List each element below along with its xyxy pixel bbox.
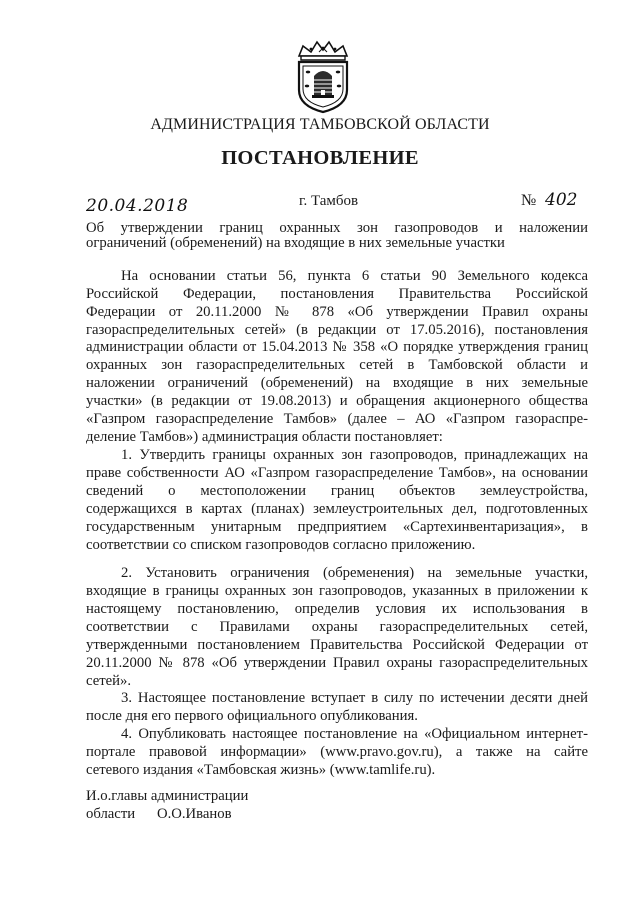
body-line: охранных зон газораспределительных сетей в Тамбовской области и [86, 357, 588, 373]
body-line: утвержденными постановлением Правительства Российской Федерации от [86, 637, 588, 653]
body-line: деление Тамбов») администрация области постановляет: [86, 429, 443, 445]
body-line: праве собственности АО «Газпром газораспределение Тамбов», на основании [86, 465, 588, 481]
body-line: настоящему постановлению, определив условия их использования в [86, 601, 588, 617]
body-line: На основании статьи 56, пункта 6 статьи 90 Земельного кодекса [121, 268, 588, 284]
document-number-label: № [521, 192, 537, 209]
body-line: «Газпром газораспределение Тамбов» (далее – АО «Газпром газораспре- [86, 411, 588, 427]
body-line: 20.11.2000 № 878 «Об утверждении Правил охраны газораспределительных [86, 655, 588, 671]
signatory-position-cont: области [86, 806, 136, 822]
body-line: наложении ограничений (обременений) на входящие в них земельные [86, 375, 588, 391]
document-number: 402 [545, 190, 578, 210]
body-line: администрации области от 15.04.2013 № 358 «О порядке утверждения границ [86, 339, 588, 355]
body-line: 4. Опубликовать настоящее постановление на «Официальном интернет- [121, 726, 588, 742]
signatory-name: О.О.Иванов [157, 806, 232, 822]
body-line: участки» (в редакции от 19.08.2013) и обращения акционерного общества [86, 393, 588, 409]
signatory-position: И.о.главы администрации [86, 788, 249, 804]
tambov-region-coat-of-arms-icon [293, 40, 353, 114]
body-line: Российской Федерации, постановления Правительства Российской [86, 286, 588, 302]
body-line: 1. Утвердить границы охранных зон газопроводов, принадлежащих на [121, 447, 588, 463]
body-line: 3. Настоящее постановление вступает в силу по истечении десяти дней [121, 690, 588, 706]
body-line: сетевого издания «Тамбовская жизнь» (www.tamlife.ru). [86, 762, 436, 778]
body-line: сведений о местоположении границ объектов землеустройства, [86, 483, 588, 499]
body-line: Федерации от 20.11.2000 № 878 «Об утверждении Правил охраны [86, 304, 588, 320]
body-line: государственным унитарным предприятием «Сартехинвентаризация», в [86, 519, 588, 535]
body-line: соответствии с Правилами охраны газораспределительных сетей, [86, 619, 588, 635]
document-type: ПОСТАНОВЛЕНИЕ [221, 147, 419, 169]
body-line: портале правовой информации» (www.pravo.gov.ru), а также на сайте [86, 744, 588, 760]
title-line: ограничений (обременений) на входящие в них земельные участки [86, 235, 505, 251]
body-line: содержащихся в картах (планах) землеустроительных дел, подготовленных [86, 501, 588, 517]
body-line: соответствии со списком газопроводов согласно приложению. [86, 537, 476, 553]
body-line: сетей». [86, 673, 132, 689]
body-line: 2. Установить ограничения (обременения) на земельные участки, [121, 565, 588, 581]
document-date: 20.04.2018 [86, 196, 189, 216]
body-line: после дня его первого официального опубликования. [86, 708, 418, 724]
body-line: входящие в границы охранных зон газопроводов, указанных в приложении к [86, 583, 588, 599]
organization-name: АДМИНИСТРАЦИЯ ТАМБОВСКОЙ ОБЛАСТИ [150, 116, 490, 133]
document-city: г. Тамбов [299, 193, 359, 209]
body-line: газораспределительных сетей» (в редакции от 17.05.2016), постановления [86, 322, 588, 338]
title-line: Об утверждении границ охранных зон газопроводов и наложении [86, 220, 588, 236]
